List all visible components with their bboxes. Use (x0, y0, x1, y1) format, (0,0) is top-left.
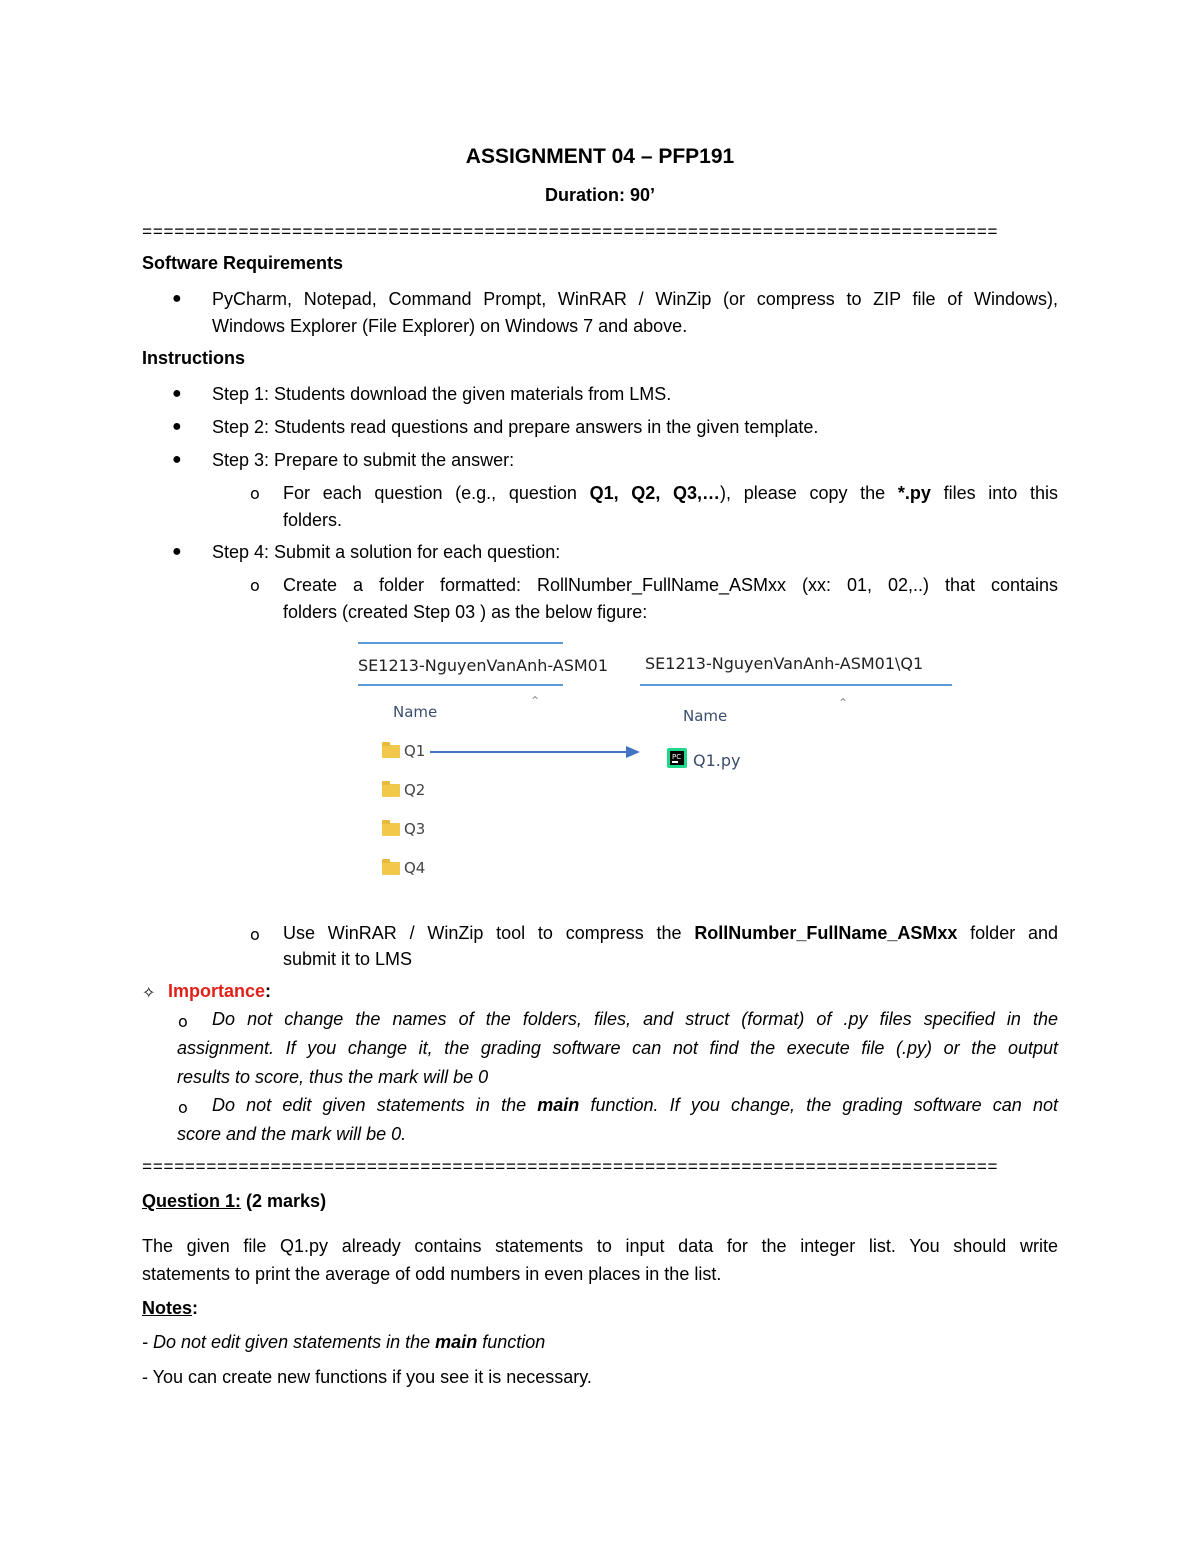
step-4-sub-1-line-2: folders (created Step 03 ) as the below figure: (283, 602, 648, 622)
step-3-sub-line-1: For each question (e.g., question Q1, Q2, Q3,…), please copy the *.py files into this (283, 483, 1058, 503)
step-4: Step 4: Submit a solution for each question: (212, 542, 561, 562)
folder-icon (382, 745, 400, 758)
circle-bullet-icon: o (178, 1098, 188, 1117)
bullet-icon: ● (172, 451, 182, 468)
pycharm-file-icon (667, 748, 687, 768)
question-1-body-line-2: statements to print the average of odd numbers in even places in the list. (142, 1264, 722, 1284)
notes-heading: Notes: (142, 1298, 199, 1318)
folder-q4[interactable]: Q4 (404, 859, 426, 877)
folder-q3[interactable]: Q3 (404, 820, 426, 838)
left-path: SE1213-NguyenVanAnh-ASM01 (358, 656, 609, 675)
note-2: - You can create new functions if you see it is necessary. (142, 1367, 592, 1387)
circle-bullet-icon: o (250, 484, 260, 503)
left-path-underline (358, 684, 563, 686)
right-name-header: Name (683, 707, 728, 725)
importance-2-line-2: score and the mark will be 0. (177, 1124, 407, 1144)
step-4-sub-1-line-1: Create a folder formatted: RollNumber_FullName_ASMxx (xx: 01, 02,..) that contains (283, 575, 1058, 595)
duration: Duration: 90’ (544, 185, 655, 205)
folder-q2[interactable]: Q2 (404, 781, 426, 799)
importance-heading: Importance: (168, 981, 272, 1001)
software-line-1: PyCharm, Notepad, Command Prompt, WinRAR / WinZip (or compress to ZIP file of Windows), (212, 289, 1058, 309)
folder-icon (382, 862, 400, 875)
step-3-sub-line-2: folders. (283, 510, 343, 530)
step-2: Step 2: Students read questions and prepare answers in the given template. (212, 417, 819, 437)
file-q1-py[interactable]: Q1.py (693, 751, 741, 770)
right-path-underline (640, 684, 952, 686)
folder-icon (382, 823, 400, 836)
software-line-2: Windows Explorer (File Explorer) on Windows 7 and above. (212, 316, 688, 336)
sort-caret-icon: ⌃ (530, 694, 541, 708)
software-heading: Software Requirements (142, 253, 344, 273)
separator-top: ================================================================================ (142, 224, 999, 243)
path-top-line (358, 642, 563, 644)
separator-bottom: ================================================================================ (142, 1159, 999, 1178)
folder-q1[interactable]: Q1 (404, 742, 426, 760)
question-1-body-line-1: The given file Q1.py already contains statements to input data for the integer list. You should write (142, 1236, 1058, 1256)
arrow-icon (428, 741, 642, 763)
importance-2-line-1: Do not edit given statements in the main function. If you change, the grading software can not (212, 1095, 1058, 1115)
importance-1-line-2: assignment. If you change it, the grading software can not find the execute file (.py) or the output (177, 1038, 1058, 1058)
step-1: Step 1: Students download the given materials from LMS. (212, 384, 672, 404)
svg-text:PC: PC (672, 753, 682, 761)
folder-icon (382, 784, 400, 797)
importance-1-line-1: Do not change the names of the folders, files, and struct (format) of .py files specified in the (212, 1009, 1058, 1029)
bullet-icon: ● (172, 418, 182, 435)
left-name-header: Name (393, 703, 438, 721)
sort-caret-icon: ⌃ (838, 696, 849, 710)
note-1: - Do not edit given statements in the main function (142, 1332, 546, 1352)
step-4-sub-2-line-1: Use WinRAR / WinZip tool to compress the RollNumber_FullName_ASMxx folder and (283, 923, 1059, 943)
circle-bullet-icon: o (178, 1012, 188, 1031)
document-title: ASSIGNMENT 04 – PFP191 (465, 145, 735, 168)
bullet-icon: ● (172, 543, 182, 560)
importance-1-line-3: results to score, thus the mark will be 0 (177, 1067, 489, 1087)
circle-bullet-icon: o (250, 576, 260, 595)
right-path: SE1213-NguyenVanAnh-ASM01\Q1 (645, 654, 924, 673)
step-4-sub-2-line-2: submit it to LMS (283, 949, 413, 969)
question-1-heading: Question 1: (2 marks) (142, 1191, 327, 1211)
instructions-heading: Instructions (142, 348, 246, 368)
circle-bullet-icon: o (250, 925, 260, 944)
diamond-star-icon: ✧ (142, 983, 156, 1002)
bullet-icon: ● (172, 385, 182, 402)
explorer-figure (350, 640, 970, 890)
step-3: Step 3: Prepare to submit the answer: (212, 450, 515, 470)
bullet-icon: ● (172, 290, 182, 307)
